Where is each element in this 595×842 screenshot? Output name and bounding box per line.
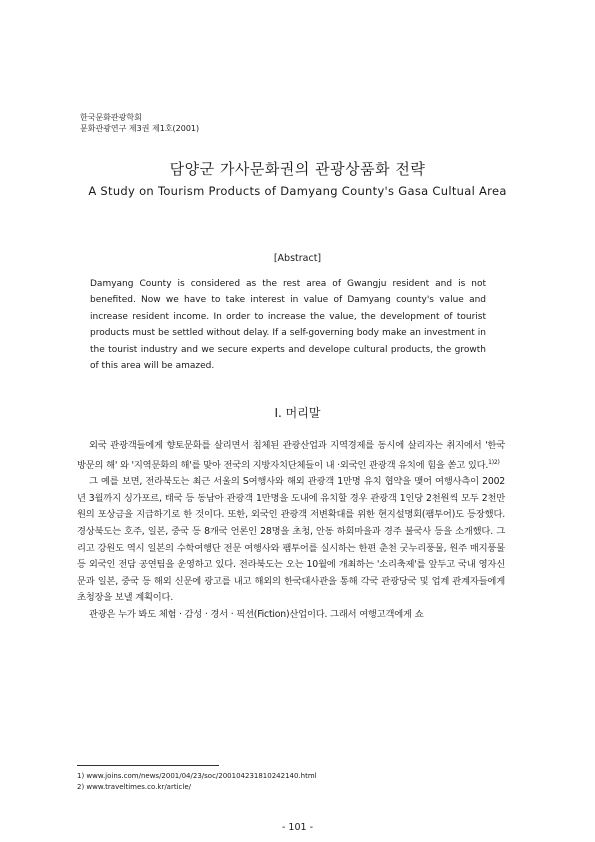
body-text — [77, 438, 505, 624]
paragraph-text: 외국 관광객들에게 향토문화를 살리면서 침체된 관광산업과 지역경제를 동시에 살리자는 취지에서 '한국방문의 해' 와 '지역문화의 해'를 맞아 전국의 지방자치단체들이 내 ·외국인 관광객 유치에 힘을 쏟고 있다. — [77, 440, 505, 471]
paragraph: 관광은 누가 봐도 체험 · 감성 · 경서 · 픽션(Fiction)산업이다. 그래서 여행고객에게 쇼 — [89, 609, 424, 621]
footnote-divider — [77, 765, 219, 766]
paragraph: 그 예를 보면, 전라북도는 최근 서울의 S여행사와 해외 관광객 1만명 유치 협약을 맺어 여행사측이 2002년 3월까지 싱가포르, 태국 등 동남아 관광객 1만명을 도내에 유치할 경우 관광객 1인당 2천원씩 모두 2천만원의 포상금을 지급하기로 한 것이다. 또한, 외국인 관광객 저변확대를 위한 현지설명회(팸투어)도 등장했다. 경상북도는 호주, 일본, 중국 등 8개국 언론인 28명을 초청, 안동 하회마을과 경주 불국사 등을 소개했다. 그리고 강원도 역시 일본의 수학여행단 전문 여행사와 팸투어를 실시하는 한편 춘천 굿누리풍물, 원주 매지풍물 등 외국인 전담 공연팀을 운영하고 있다. 전라북도는 오는 10월에 개최하는 '소리축제'를 앞두고 국내 영자신문과 일본, 중국 등 해외 신문에 광고를 내고 해외의 한국대사관을 통해 각국 관광당국 및 업계 관계자들에게 초청장을 보낼 계획이다. — [77, 476, 506, 604]
footnote: 1) www.joins.com/news/2001/04/23/soc/200104231810242140.html — [77, 772, 317, 780]
society-name: 한국문화관광학회 — [80, 113, 142, 122]
page-number: - 101 - — [281, 822, 314, 833]
footnotes — [77, 771, 317, 793]
paper-title-english: A Study on Tourism Products of Damyang County's Gasa Cultual Area — [88, 184, 507, 198]
abstract-heading: [Abstract] — [273, 253, 322, 264]
footnote: 2) www.traveltimes.co.kr/article/ — [77, 783, 191, 791]
paragraph — [77, 438, 505, 474]
paper-title-korean: 담양군 가사문화권의 관광상품화 전략 — [169, 160, 426, 178]
journal-issue: 문화관광연구 제3권 제1호(2001) — [80, 124, 200, 133]
abstract-text: Damyang County is considered as the rest area of Gwangju resident and is not benefited. Now we have to take interest in value of Damyang county's value and increase resident income. In order to increase the value, the development of tourist products must be settled without delay. If a self-governing body make an investment in the tourist industry and we secure experts and develope cultural products, the growth of this area will be amazed. — [90, 279, 486, 372]
footnote-reference: 1)2) — [488, 458, 500, 466]
section-heading: Ⅰ. 머리말 — [274, 406, 321, 420]
journal-header — [80, 112, 199, 134]
